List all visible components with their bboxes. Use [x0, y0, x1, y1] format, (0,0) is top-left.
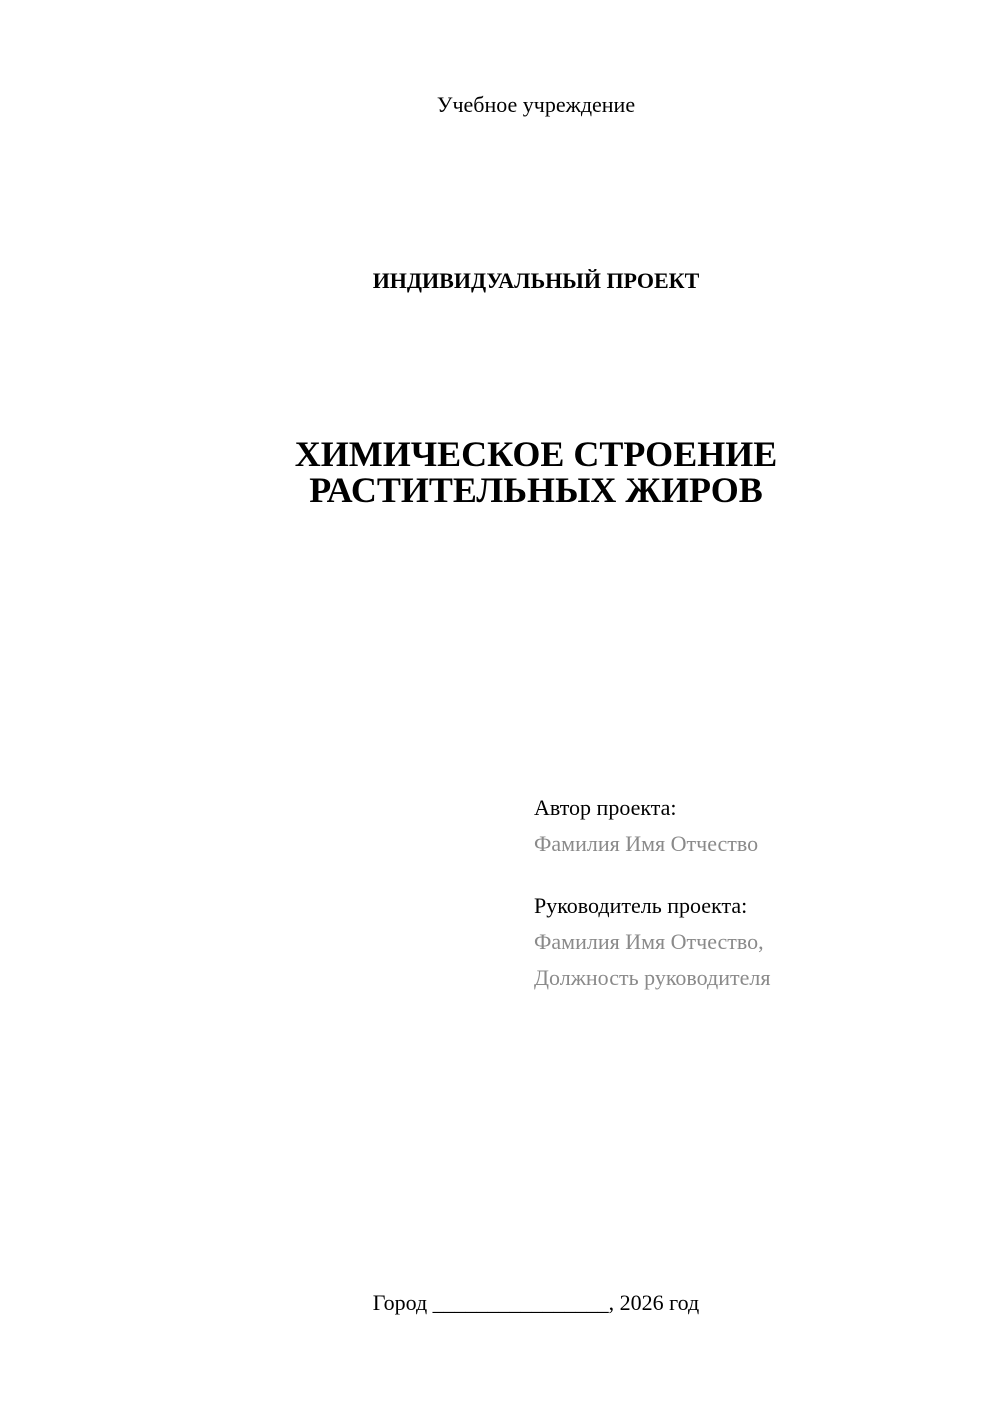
- supervisor-position: Должность руководителя: [534, 965, 771, 990]
- project-title: [0, 436, 1000, 508]
- supervisor-label: Руководитель проекта:: [534, 893, 748, 918]
- project-title-line-2: РАСТИТЕЛЬНЫХ ЖИРОВ: [309, 470, 763, 510]
- author-label: Автор проекта:: [534, 795, 677, 820]
- supervisor-name: Фамилия Имя Отчество,: [534, 929, 764, 954]
- city-year-footer: Город ________________, 2026 год: [372, 1290, 700, 1315]
- institution-name: Учебное учреждение: [436, 92, 636, 117]
- spacer: [534, 862, 770, 888]
- author-name: Фамилия Имя Отчество: [534, 831, 759, 856]
- project-info-block: [534, 790, 770, 996]
- project-title-line-1: ХИМИЧЕСКОЕ СТРОЕНИЕ: [294, 434, 778, 474]
- project-type-heading: ИНДИВИДУАЛЬНЫЙ ПРОЕКТ: [372, 268, 700, 293]
